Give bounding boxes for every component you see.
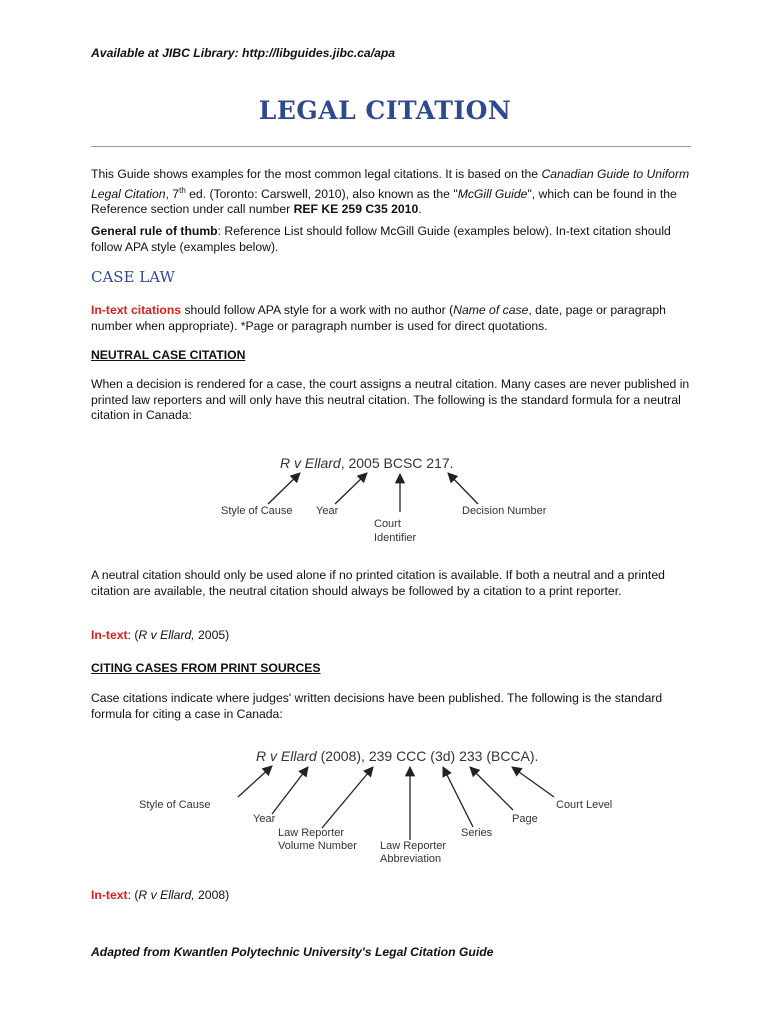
label-print-series: Series bbox=[461, 827, 493, 839]
intro-paragraph: This Guide shows examples for the most common legal citations. It is based on the Canadian Guide to Uniform Legal Citation, 7th ed. (Toronto: Carswell, 2010), also known as the "McGill Guide", which can be found in the Reference section under call number REF KE 259 C35 2010. bbox=[91, 167, 690, 217]
neutral-heading: NEUTRAL CASE CITATION bbox=[91, 348, 246, 362]
availability-note: Available at JIBC Library: http://libguides.jibc.ca/apa bbox=[91, 46, 396, 60]
neutral-paragraph: When a decision is rendered for a case, the court assigns a neutral citation. Many cases are never published in printed law reporters and will only have this neutral citation. The following is the standard formula for a neutral citation in Canada: bbox=[91, 377, 690, 422]
label-print-style-of-cause: Style of Cause bbox=[139, 799, 211, 811]
label-court: Court bbox=[374, 518, 401, 530]
print-citation-example: R v Ellard (2008), 239 CCC (3d) 233 (BCCA). bbox=[256, 748, 539, 764]
print-heading: CITING CASES FROM PRINT SOURCES bbox=[91, 661, 321, 675]
label-print-law-reporter: Law Reporter bbox=[278, 827, 345, 839]
case-law-heading: CASE LAW bbox=[91, 268, 175, 286]
label-year: Year bbox=[316, 505, 339, 517]
label-print-abbreviation: Abbreviation bbox=[380, 853, 442, 865]
call-number: REF KE 259 C35 2010 bbox=[293, 202, 419, 217]
print-paragraph: Case citations indicate where judges' written decisions have been published. The following is the standard formula for citing a case in Canada: bbox=[91, 691, 663, 721]
label-style-of-cause: Style of Cause bbox=[221, 505, 293, 517]
arrow-year bbox=[335, 473, 367, 504]
arrow-print-year bbox=[272, 767, 308, 814]
arrow-print-series bbox=[443, 767, 473, 827]
neutral-citation-example: R v Ellard, 2005 BCSC 217. bbox=[280, 455, 454, 471]
case-law-intro: In-text citations should follow APA style for a work with no author (Name of case, date, page or paragraph number when appropriate). *Page or paragraph number is used for direct quotations. bbox=[91, 303, 666, 333]
label-decision-number: Decision Number bbox=[462, 505, 547, 517]
label-identifier: Identifier bbox=[374, 532, 417, 544]
page-title: LEGAL CITATION bbox=[258, 96, 512, 125]
arrow-print-volume bbox=[322, 767, 373, 828]
label-print-court-level: Court Level bbox=[556, 799, 613, 811]
rule-of-thumb: General rule of thumb: Reference List should follow McGill Guide (examples below). In-text citation should follow APA style (examples below). bbox=[91, 224, 671, 254]
label-print-law-reporter-2: Law Reporter bbox=[380, 840, 447, 852]
neutral-intext-example: In-text: (R v Ellard, 2005) bbox=[91, 628, 230, 642]
arrow-print-style-of-cause bbox=[238, 766, 272, 797]
label-print-year: Year bbox=[253, 813, 276, 825]
label-print-page: Page bbox=[512, 813, 538, 825]
footer-attribution: Adapted from Kwantlen Polytechnic University's Legal Citation Guide bbox=[91, 945, 494, 959]
arrow-print-court-level bbox=[512, 767, 554, 797]
arrow-style-of-cause bbox=[268, 473, 300, 504]
arrow-decision-number bbox=[448, 473, 478, 504]
print-intext-example: In-text: (R v Ellard, 2008) bbox=[91, 888, 230, 902]
neutral-paragraph-2: A neutral citation should only be used alone if no printed citation is available. If both a neutral and a printed citation are available, the neutral citation should always be followed by a citation to a print reporter. bbox=[91, 568, 665, 598]
label-print-volume-number: Volume Number bbox=[278, 840, 357, 852]
arrow-print-page bbox=[470, 767, 513, 810]
